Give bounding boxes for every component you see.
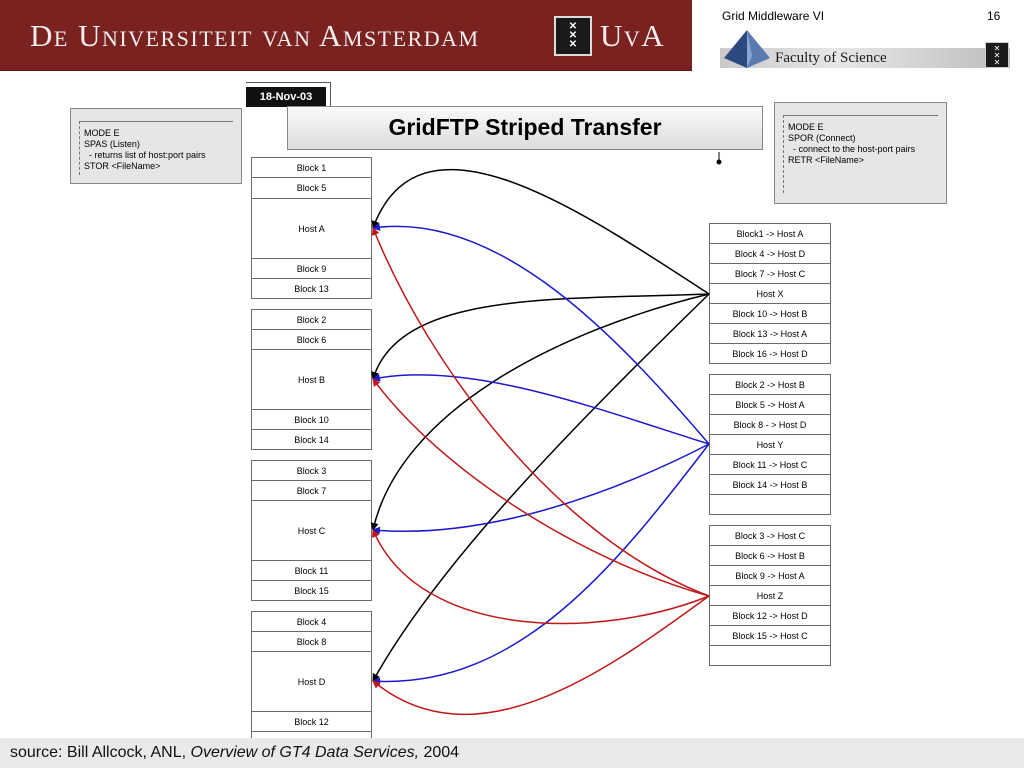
- block-cell: Block 11: [251, 560, 372, 581]
- slide-date: 18-Nov-03: [246, 87, 326, 107]
- slide-title: GridFTP Striped Transfer: [388, 114, 662, 140]
- sender-cell: Block 14 -> Host B: [709, 474, 831, 495]
- sender-cell: Block 16 -> Host D: [709, 343, 831, 364]
- note-line: SPAS (Listen): [84, 139, 140, 149]
- block-cell: Block 4: [251, 611, 372, 632]
- note-line: - connect to the host-port pairs: [788, 144, 916, 154]
- faculty-name: Faculty of Science: [775, 50, 887, 66]
- source-citation: [10, 744, 459, 762]
- arrow-z-to-d: [373, 596, 709, 714]
- university-name: De Universiteit van Amsterdam: [30, 18, 480, 53]
- sender-cell: Block 13 -> Host A: [709, 323, 831, 344]
- arrow-y-to-b: [373, 375, 709, 444]
- block-cell: Block 6: [251, 329, 372, 350]
- arrow-y-to-c: [373, 444, 709, 531]
- note-line: STOR <FileName>: [84, 161, 161, 171]
- block-cell: Block 2: [251, 309, 372, 330]
- sender-cell: Block 12 -> Host D: [709, 605, 831, 626]
- uva-crest-icon: ✕ ✕ ✕: [554, 16, 592, 56]
- block-cell: Block 7: [251, 480, 372, 501]
- host-cell: Host C: [251, 500, 372, 561]
- sender-cell: Block 9 -> Host A: [709, 565, 831, 586]
- note-line: - returns list of host:port pairs: [84, 150, 206, 160]
- arrow-y-to-d: [373, 444, 709, 681]
- sender-cell: Block 4 -> Host D: [709, 243, 831, 264]
- sender-cell: Block 7 -> Host C: [709, 263, 831, 284]
- note-line: MODE E: [788, 122, 824, 132]
- faculty-crest-icon: ✕ ✕ ✕: [985, 42, 1009, 68]
- sender-host-cell: Host Y: [709, 434, 831, 455]
- note-line: SPOR (Connect): [788, 133, 856, 143]
- source-work: Overview of GT4 Data Services,: [190, 744, 420, 761]
- arrow-x-to-a: [373, 170, 709, 294]
- arrow-z-to-a: [373, 228, 709, 596]
- source-year: 2004: [419, 744, 460, 761]
- arrow-z-to-b: [373, 379, 709, 596]
- arrow-y-to-a: [373, 226, 709, 444]
- host-cell: Host D: [251, 651, 372, 712]
- sender-host-cell: Host Z: [709, 585, 831, 606]
- sender-cell: Block 6 -> Host B: [709, 545, 831, 566]
- sender-host-cell: Host X: [709, 283, 831, 304]
- university-abbr: UvA: [600, 18, 666, 53]
- block-cell: Block 3: [251, 460, 372, 481]
- course-title: Grid Middleware VI: [722, 9, 825, 23]
- sender-cell: Block 15 -> Host C: [709, 625, 831, 646]
- sender-cell: Block 10 -> Host B: [709, 303, 831, 324]
- block-cell: Block 1: [251, 157, 372, 178]
- sender-cell: Block 2 -> Host B: [709, 374, 831, 395]
- sender-cell: Block 5 -> Host A: [709, 394, 831, 415]
- block-cell: Block 8: [251, 631, 372, 652]
- source-prefix: source: Bill Allcock, ANL,: [10, 744, 191, 761]
- host-cell: Host B: [251, 349, 372, 410]
- note-line: MODE E: [84, 128, 120, 138]
- footer-bar: [0, 738, 1024, 768]
- note-line: RETR <FileName>: [788, 155, 865, 165]
- block-cell: Block 10: [251, 409, 372, 430]
- arrow-z-to-c: [373, 530, 709, 623]
- block-cell: Block 9: [251, 258, 372, 279]
- block-cell: Block 15: [251, 580, 372, 601]
- sender-cell: Block1 -> Host A: [709, 223, 831, 244]
- block-cell: Block 12: [251, 711, 372, 732]
- block-cell: Block 14: [251, 429, 372, 450]
- sender-cell: Block 8 - > Host D: [709, 414, 831, 435]
- page-number: 16: [987, 9, 1001, 23]
- arrow-x-to-b: [373, 294, 709, 379]
- sender-cell: Block 11 -> Host C: [709, 454, 831, 475]
- sender-cell: Block 3 -> Host C: [709, 525, 831, 546]
- host-cell: Host A: [251, 198, 372, 259]
- block-cell: Block 13: [251, 278, 372, 299]
- block-cell: Block 5: [251, 177, 372, 199]
